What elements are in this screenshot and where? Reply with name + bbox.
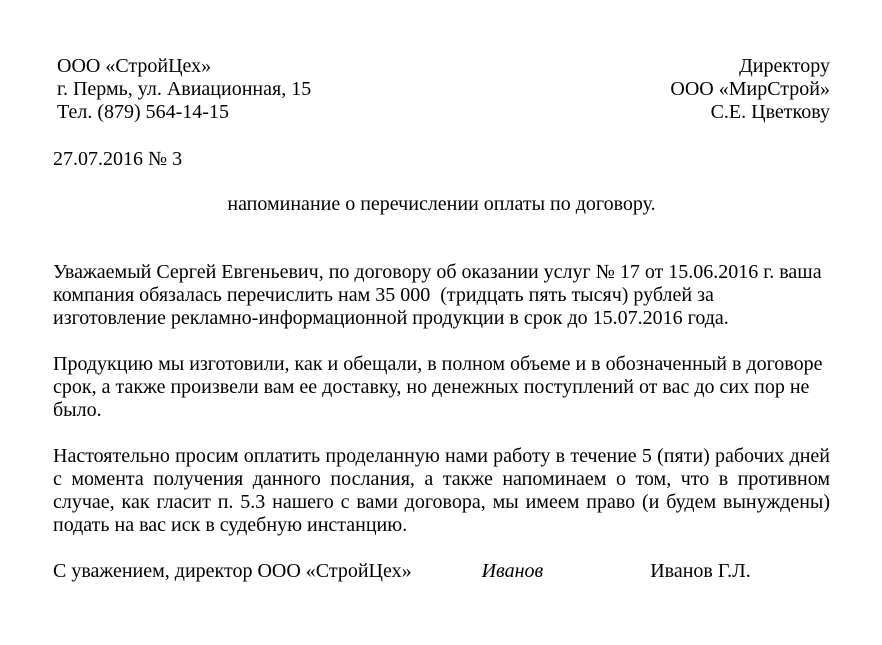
signature-autograph: Иванов xyxy=(481,560,544,582)
sender-company: ООО «СтройЦех» xyxy=(57,55,212,77)
body-paragraph-1: Уважаемый Сергей Евгеньевич, по договору об оказании услуг № 17 от 15.06.2016 г. ваша компания обязалась перечислить нам 35 000 (тридцать пять тысяч) рублей за изготовление рекламно-информационной продукции в срок до 15.07.2016 года. xyxy=(53,261,827,329)
sender-address: г. Пермь, ул. Авиационная, 15 xyxy=(57,78,312,100)
sender-phone: Тел. (879) 564-14-15 xyxy=(57,101,229,123)
date-number-line: 27.07.2016 № 3 xyxy=(53,148,183,170)
signature-closing: С уважением, директор ООО «СтройЦех» xyxy=(53,560,412,582)
recipient-name: С.Е. Цветкову xyxy=(710,101,830,123)
sender-block xyxy=(53,55,311,124)
recipient-block xyxy=(670,55,830,124)
body-paragraph-3: Настоятельно просим оплатить проделанную нами работу в течение 5 (пяти) рабочих дней с момента получения данного послания, а также напоминаем о том, что в противном случае, как гласит п. 5.3 нашего с вами договора, мы имеем право (и будем вынуждены) подать на вас иск в судебную инстанцию. xyxy=(53,445,835,536)
subject-line: напоминание о перечислении оплаты по договору. xyxy=(227,193,656,215)
signature-name: Иванов Г.Л. xyxy=(650,560,751,582)
recipient-position: Директору xyxy=(739,55,830,77)
letter-header xyxy=(53,55,830,124)
signature-row xyxy=(53,560,830,583)
body-paragraph-2: Продукцию мы изготовили, как и обещали, в полном объеме и в обозначенный в договоре срок, а также произвели вам ее доставку, но денежных поступлений от вас до сих пор не было. xyxy=(53,353,828,421)
recipient-company: ООО «МирСтрой» xyxy=(670,78,830,100)
